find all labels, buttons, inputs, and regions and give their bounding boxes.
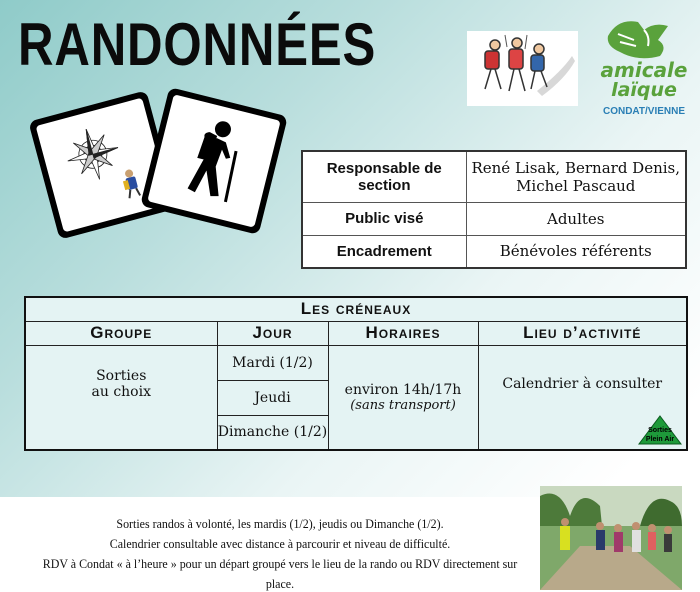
table-row <box>25 345 687 380</box>
table-row <box>302 151 686 202</box>
page-title: RANDONNÉES <box>18 11 377 78</box>
group-line2: au choix <box>91 383 151 400</box>
header-place: Lieu d’activité <box>478 321 687 345</box>
table-row <box>302 202 686 235</box>
footer-line3: RDV à Condat « à l’heure » pour un départ groupé vers le lieu de la rando ou RDV directement sur place. <box>42 556 518 591</box>
header-group: Groupe <box>25 321 217 345</box>
sorties-plein-air-badge <box>638 415 682 445</box>
footer-line2: Calendrier consultable avec distance à parcourir et niveau de difficulté. <box>109 536 451 551</box>
day-cell: Mardi (1/2) <box>217 345 328 380</box>
amicale-laique-logo <box>598 16 690 122</box>
hours-note: (sans transport) <box>350 397 456 413</box>
logo-place-text: CONDAT/VIENNE <box>602 106 686 117</box>
hiker-card <box>140 87 288 235</box>
table-row <box>302 235 686 268</box>
day-cell: Jeudi <box>217 380 328 415</box>
logo-laique-text: laïque <box>611 79 677 101</box>
group-line1: Sorties <box>96 367 147 384</box>
hours-cell <box>328 345 478 450</box>
logo-amicale-text: amicale <box>600 58 688 82</box>
encadrement-value: Bénévoles référents <box>466 235 686 268</box>
responsable-label: Responsable de section <box>302 151 466 202</box>
header-day: Jour <box>217 321 328 345</box>
group-cell <box>25 345 217 450</box>
day-cell: Dimanche (1/2) <box>217 415 328 450</box>
badge-line1: Sorties <box>648 427 672 434</box>
public-value: Adultes <box>466 202 686 235</box>
encadrement-label: Encadrement <box>302 235 466 268</box>
badge-line2: Plein Air <box>645 436 675 443</box>
hours-value: environ 14h/17h <box>344 381 462 398</box>
responsable-value <box>466 151 686 202</box>
hiker-icon <box>147 94 280 227</box>
hikers-illustration <box>467 31 578 106</box>
responsable-value-line2: Michel Pascaud <box>516 176 636 195</box>
slots-table <box>24 296 688 451</box>
place-cell <box>478 345 687 450</box>
public-label: Public visé <box>302 202 466 235</box>
responsable-value-line1: René Lisak, Bernard Denis, <box>471 158 681 177</box>
header-hours: Horaires <box>328 321 478 345</box>
slots-title: Les créneaux <box>25 297 687 321</box>
footer-line1: Sorties randos à volonté, les mardis (1/2), jeudis ou Dimanche (1/2). <box>116 516 444 531</box>
hikers-photo <box>540 486 682 590</box>
footer-text <box>41 514 519 592</box>
section-info-table <box>301 150 687 269</box>
place-value: Calendrier à consulter <box>502 375 663 392</box>
